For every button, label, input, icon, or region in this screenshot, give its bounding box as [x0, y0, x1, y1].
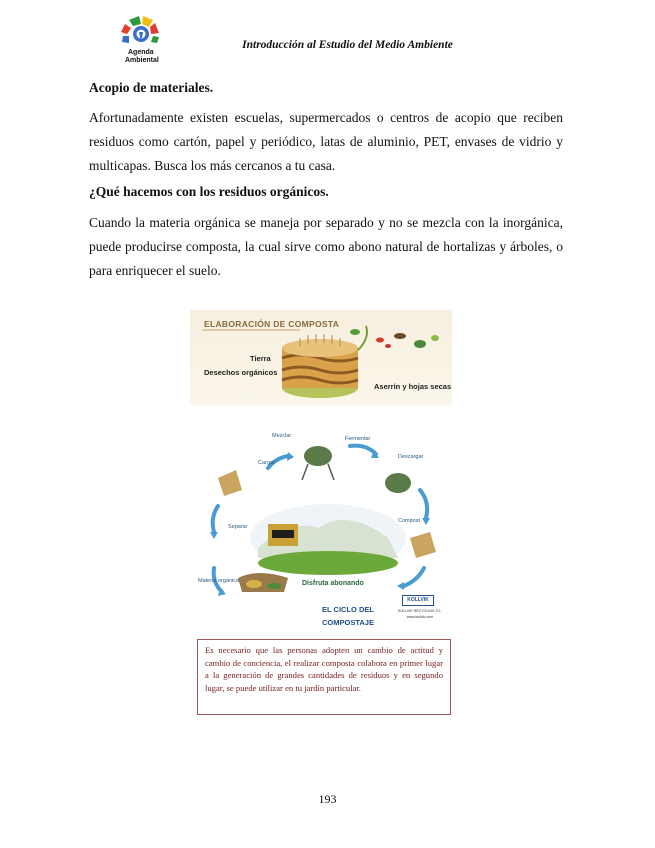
cycle-step-cargar: Cargar: [258, 460, 275, 466]
label-desechos-organicos: Desechos orgánicos: [204, 368, 278, 377]
running-header-title: Introducción al Estudio del Medio Ambiente: [242, 39, 453, 51]
kollvik-website: www.kollvik.com: [406, 615, 434, 619]
label-aserrin-hojas: Aserrín y hojas secas: [374, 382, 452, 391]
heading-acopio: Acopio de materiales.: [89, 80, 214, 95]
heading-residuos-organicos: ¿Qué hacemos con los residuos orgánicos.: [89, 184, 329, 199]
cycle-step-descargar: Descargar: [398, 454, 424, 460]
cycle-step-separar: Separar: [228, 524, 248, 530]
cycle-step-disfruta: Disfruta abonando: [302, 580, 364, 587]
label-tierra: Tierra: [250, 354, 271, 363]
paragraph-acopio: Afortunadamente existen escuelas, supermercados o centros de acopio que reciben residuos como cartón, papel y periódico, latas de aluminio, PET, envases de vidrio y multicapas. Busca los más cercanos a tu casa.: [89, 110, 563, 173]
cycle-step-mezclar: Mezclar: [272, 433, 292, 439]
kollvik-logo: KOLLVIK: [402, 595, 434, 606]
cycle-diagram-title: [318, 603, 378, 629]
composta-figure-title: ELABORACIÓN DE COMPOSTA: [204, 319, 340, 329]
cycle-step-fermentar: Fermentar: [345, 436, 371, 442]
kollvik-company-name: KOLLVIK RECYCLING S.L.: [397, 609, 443, 613]
page-number: 193: [318, 792, 337, 806]
cycle-title-line-2: COMPOSTAJE: [322, 618, 374, 627]
svg-text:Ambiental: Ambiental: [125, 57, 159, 64]
composta-illustration: [190, 310, 452, 405]
compost-note-box: Es necesario que las personas adopten un cambio de actitud y cambio de conciencia, el realizar composta colabora en primer lugar a la generación de grandes cantidades de residuos y en segundo lugar, se puede utilizar en tu jardín particular.: [197, 639, 451, 715]
cycle-step-materia-organica: Materia orgánica: [198, 578, 239, 584]
paragraph-composta: Cuando la materia orgánica se maneja por separado y no se mezcla con la inorgánica, puede producirse composta, la cual sirve como abono natural de hortalizas y árboles, o para enriquecer el suelo.: [89, 215, 563, 278]
kollvik-caption: [390, 608, 450, 620]
cycle-title-line-1: EL CICLO DEL: [322, 605, 374, 614]
cycle-step-compost: Compost: [398, 518, 421, 524]
svg-text:Agenda: Agenda: [128, 49, 154, 56]
